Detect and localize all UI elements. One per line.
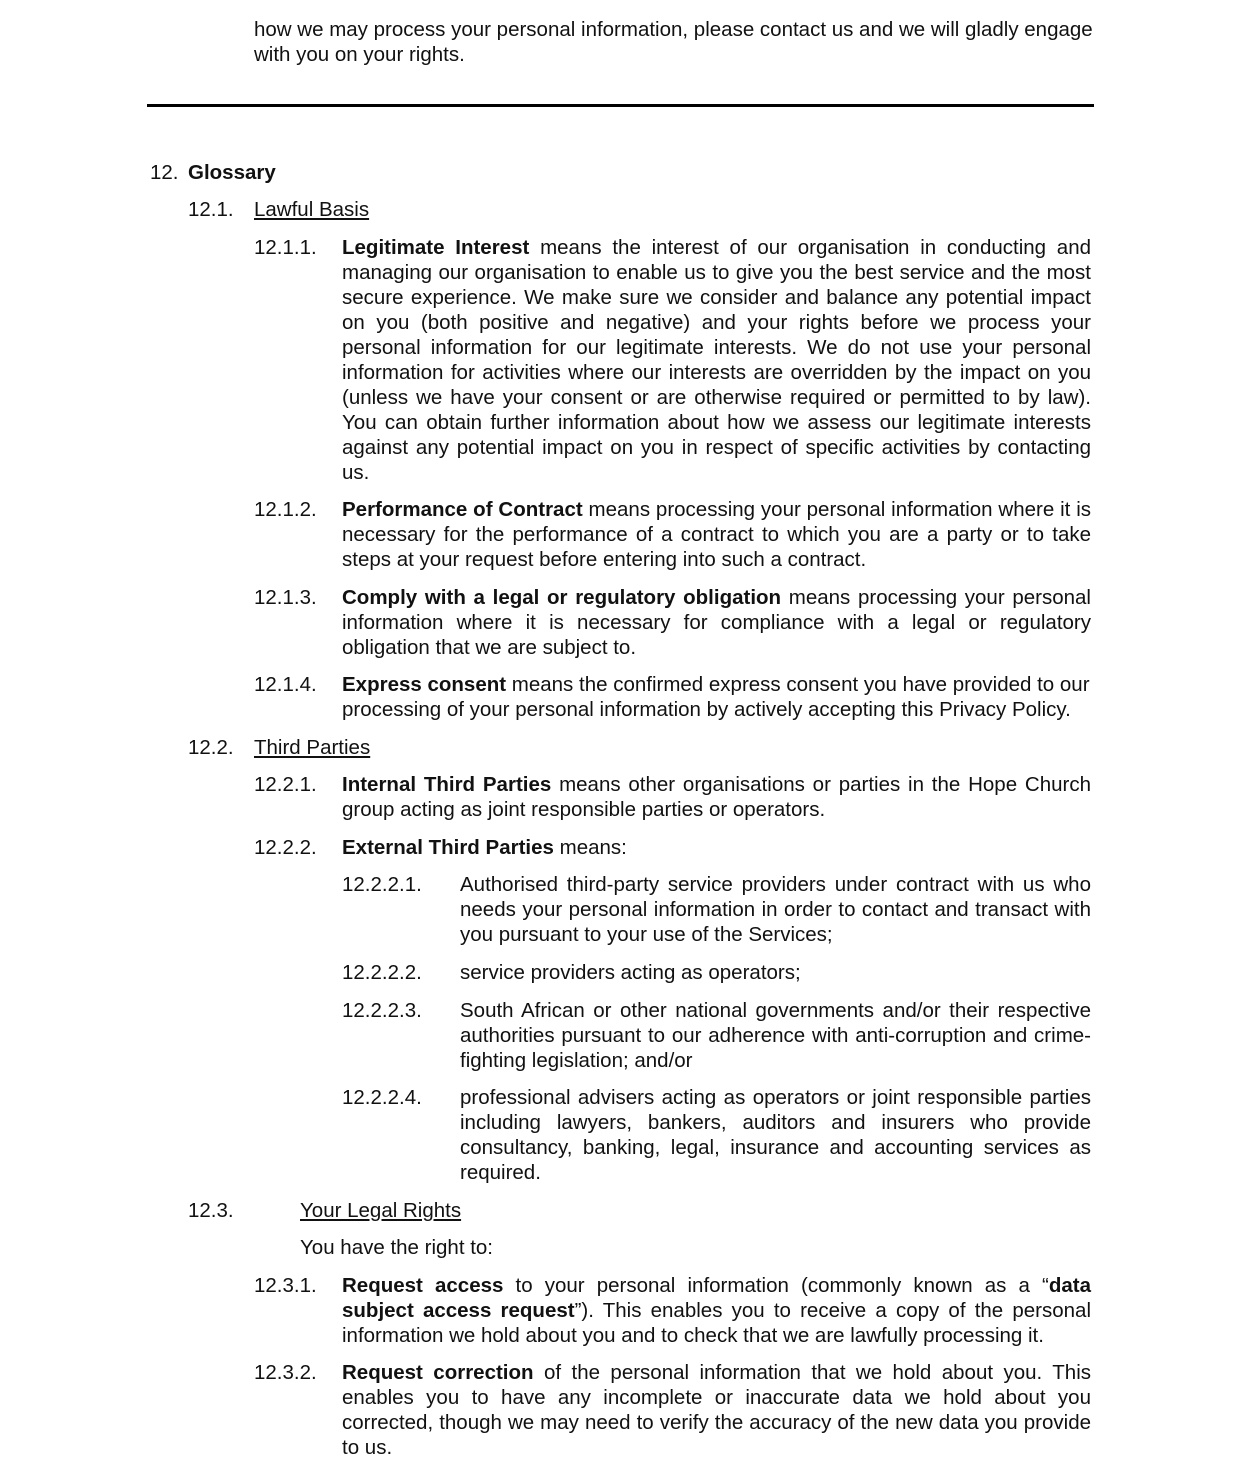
right-text: of the personal information that we hold about you. This enables you to have any incomplete or inaccurate data we hold about you corrected, though we may need to verify the accuracy of the new data you provide to us.: [342, 1361, 1091, 1459]
right-term-secondary: data subject access request: [342, 1274, 1092, 1322]
subsection-title-legal-rights: Your Legal Rights: [300, 1199, 462, 1222]
definition-express-consent: [342, 672, 1091, 722]
right-text: ”). This enables you to receive a copy of the personal information we hold about you and to check that we are lawfully processing it.: [342, 1299, 1091, 1347]
item-number: 12.1.1.: [254, 236, 317, 259]
item-number: 12.2.2.: [254, 836, 317, 859]
intro-paragraph: [254, 17, 1094, 67]
definition-text: means:: [553, 836, 627, 859]
definition-text: means processing your personal information where it is necessary for the performance of a contract to which you are a party or to take steps at your request before entering into such a contract.: [342, 498, 1092, 571]
definition-text: means the confirmed express consent you have provided to our processing of your personal information by actively accepting this Privacy Policy.: [342, 673, 1090, 721]
item-number: 12.1.3.: [254, 586, 317, 609]
definition-term: Comply with a legal or regulatory obligation: [342, 586, 782, 609]
definition-term: Legitimate Interest: [342, 236, 530, 259]
legal-rights-intro: You have the right to:: [300, 1236, 493, 1259]
subitem-number: 12.2.2.3.: [342, 999, 422, 1022]
item-number: 12.3.1.: [254, 1274, 317, 1297]
definition-text: means the interest of our organisation in conducting and managing our organisation to enable us to give you the best service and the most secure experience. We make sure we consider and balance any potential impact on you (both positive and negative) and your rights before we process your personal information for our legitimate interests. We do not use your personal information for activities where our interests are overridden by the impact on you (unless we have your consent or are otherwise required or permitted to by law). You can obtain further information about how we assess our legitimate interests against any potential impact on you in respect of specific activities by contacting us.: [342, 236, 1091, 484]
right-term: Request correction: [342, 1361, 534, 1384]
definition-term: External Third Parties: [342, 836, 554, 859]
definition-term: Performance of Contract: [342, 498, 583, 521]
section-title: [188, 160, 276, 185]
subitem-text: professional advisers acting as operators or joint responsible parties including lawyers, bankers, auditors and insurers who provide consultancy, banking, legal, insurance and accounting services as required.: [460, 1086, 1091, 1184]
subitem-number: 12.2.2.1.: [342, 873, 422, 896]
definition-term: Internal Third Parties: [342, 773, 552, 796]
subsection-number-third-parties: 12.2.: [188, 736, 234, 759]
subsection-title-lawful-basis: Lawful Basis: [254, 198, 370, 221]
intro-text: how we may process your personal information, please contact us and we will gladly engage with you on your rights.: [254, 18, 1093, 66]
subitem-text: Authorised third-party service providers under contract with us who needs your personal information in order to contact and transact with you pursuant to your use of the Services;: [460, 873, 1091, 946]
item-number: 12.1.4.: [254, 673, 317, 696]
right-text: to your personal information (commonly known as a “: [503, 1274, 1049, 1297]
section-divider: [147, 104, 1094, 107]
subitem-number: 12.2.2.4.: [342, 1086, 422, 1109]
subsection-number-lawful-basis: 12.1.: [188, 198, 234, 221]
definition-text: means other organisations or parties in the Hope Church group acting as joint responsible parties or operators.: [342, 773, 1091, 821]
subitem-text: service providers acting as operators;: [460, 961, 801, 984]
right-request-access: [342, 1273, 1091, 1348]
subitem-text: South African or other national governments and/or their respective authorities pursuant to our adherence with anti-corruption and crime-fighting legislation; and/or: [460, 999, 1091, 1072]
subsection-title-third-parties: Third Parties: [254, 736, 371, 759]
definition-external-third-parties: [342, 835, 1091, 860]
section-title-text: Glossary: [188, 161, 276, 184]
subsection-number-legal-rights: 12.3.: [188, 1199, 234, 1222]
definition-legitimate-interest: [342, 235, 1091, 485]
section-number: 12.: [150, 161, 179, 184]
definition-text: means processing your personal information where it is necessary for compliance with a legal or regulatory obligation that we are subject to.: [342, 586, 1091, 659]
right-term: Request access: [342, 1274, 504, 1297]
definition-legal-obligation: [342, 585, 1091, 660]
item-number: 12.1.2.: [254, 498, 317, 521]
item-number: 12.3.2.: [254, 1361, 317, 1384]
item-number: 12.2.1.: [254, 773, 317, 796]
right-request-correction: [342, 1360, 1091, 1460]
subitem-number: 12.2.2.2.: [342, 961, 422, 984]
definition-performance-of-contract: [342, 497, 1091, 572]
definition-term: Express consent: [342, 673, 507, 696]
definition-internal-third-parties: [342, 772, 1091, 822]
